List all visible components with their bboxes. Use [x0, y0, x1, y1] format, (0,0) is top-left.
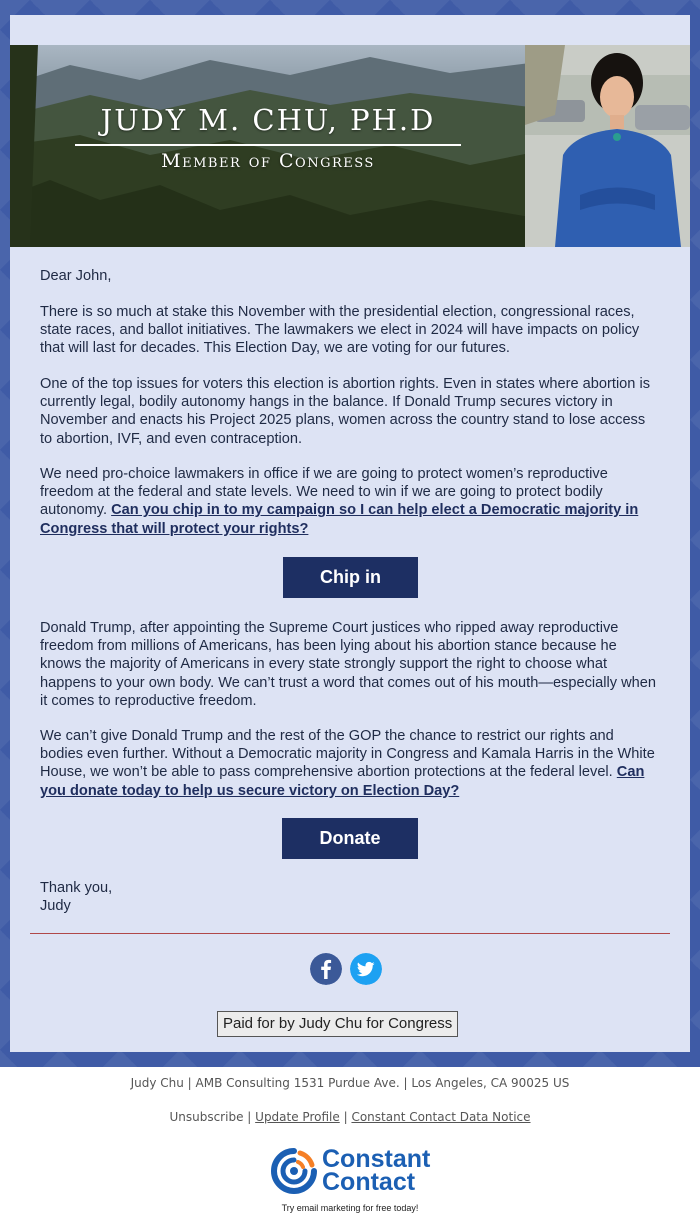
- paragraph-5: [40, 727, 660, 800]
- footer-separator: |: [343, 1110, 348, 1124]
- brand-tagline[interactable]: Try email marketing for free today!: [281, 1203, 419, 1213]
- constant-contact-wordmark[interactable]: [322, 1145, 431, 1196]
- paragraph-3-text: We need pro-choice lawmakers in office if we are going to protect women’s reproductive freedom at the federal and state levels. We need to win if we are going to protect bodily autonomy.: [40, 466, 608, 519]
- banner-text-block: [10, 45, 525, 247]
- banner-title: JUDY M. CHU, PH.D: [100, 103, 436, 137]
- banner-subtitle: Member of Congress: [161, 150, 375, 172]
- footer-separator: |: [247, 1110, 252, 1124]
- banner-divider: [75, 144, 461, 146]
- paragraph-1: There is so much at stake this November with the presidential election, congressional races, state races, and ballot initiatives. The lawmakers we elect in 2024 will have impacts on policy that will last for decades. This Election Day, we are voting for our futures.: [40, 304, 640, 357]
- footer-address: Judy Chu | AMB Consulting 1531 Purdue Ave. | Los Angeles, CA 90025 US: [130, 1076, 570, 1090]
- donate-link[interactable]: Can you donate today to help us secure victory on Election Day?: [40, 764, 645, 799]
- twitter-icon[interactable]: [350, 953, 382, 985]
- paragraph-4: Donald Trump, after appointing the Supreme Court justices who ripped away reproductive freedom from millions of Americans, has been lying about his abortion stance because he knows the majority of Americans in every state strongly support the right to choose what happens to your own body. We can’t trust a word that comes out of his mouth—especially when it comes to reproductive freedom.: [40, 620, 656, 709]
- paid-for-disclaimer: Paid for by Judy Chu for Congress: [217, 1011, 458, 1037]
- unsubscribe-link[interactable]: Unsubscribe: [169, 1110, 244, 1124]
- signoff-thanks: Thank you,: [40, 880, 113, 896]
- footer-divider: [30, 933, 670, 934]
- chip-in-button[interactable]: Chip in: [283, 557, 418, 598]
- facebook-icon[interactable]: [310, 953, 342, 985]
- greeting: Dear John,: [40, 268, 112, 284]
- paragraph-3: [40, 465, 660, 538]
- paragraph-5-text: We can’t give Donald Trump and the rest of the GOP the chance to restrict our rights and bodies even further. Without a Democratic majority in Congress and Kamala Harris in the White House, we won’t be able to pass comprehensive abortion protections at the federal level.: [40, 728, 655, 781]
- constant-contact-logo-icon[interactable]: [270, 1147, 318, 1195]
- header-banner: [10, 45, 690, 247]
- paragraph-2: One of the top issues for voters this election is abortion rights. Even in states where abortion is currently legal, bodily autonomy hangs in the balance. If Donald Trump secures victory in November and enacts his Project 2025 plans, women across the country stand to lose access to abortion, IVF, and even contraception.: [40, 376, 651, 447]
- data-notice-link[interactable]: Constant Contact Data Notice: [351, 1110, 531, 1124]
- update-profile-link[interactable]: Update Profile: [255, 1110, 340, 1124]
- portrait-photo: [525, 45, 690, 247]
- signoff-name: Judy: [40, 898, 71, 914]
- footer-links: [0, 1110, 700, 1124]
- email-panel: [10, 15, 690, 1052]
- donate-button[interactable]: Donate: [282, 818, 418, 859]
- brand-line-2: Contact: [322, 1168, 416, 1196]
- brand-line-1: Constant: [322, 1145, 431, 1173]
- chip-in-link[interactable]: Can you chip in to my campaign so I can help elect a Democratic majority in Congress that will protect your rights?: [40, 502, 639, 537]
